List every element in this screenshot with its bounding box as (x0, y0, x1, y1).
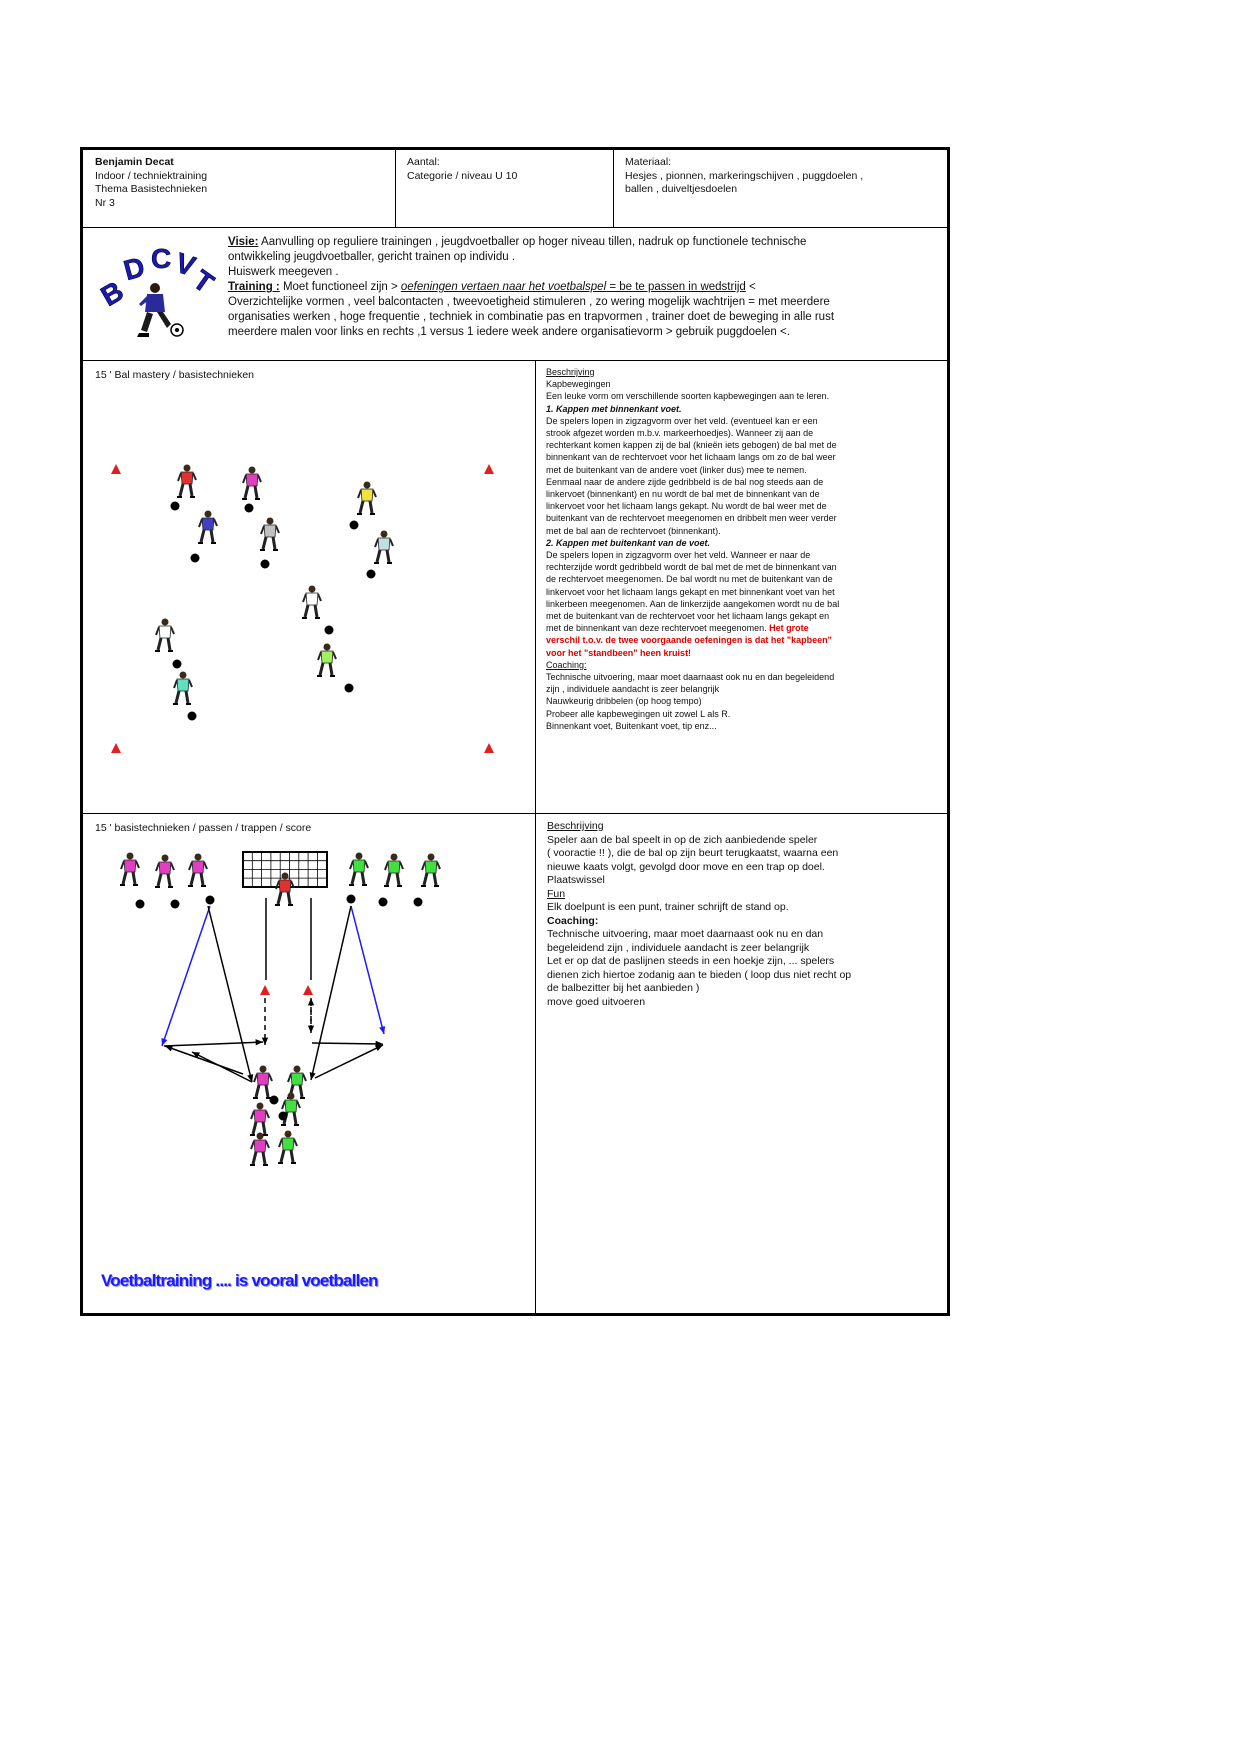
player-icon (317, 644, 336, 677)
training-line-4: meerdere malen voor links en rechts ,1 versus 1 iedere week andere organisatievorm > gebruik puggdoelen <. (228, 326, 790, 338)
exercise2-fun: Elk doelpunt is een punt, trainer schrijft de stand op. (547, 901, 789, 913)
text-line: de balbezitter bij het aanbieden ) (547, 982, 700, 994)
exercise1-p2-last (546, 622, 947, 634)
player-icon (357, 482, 376, 515)
player-icon (421, 854, 440, 887)
text-line: de rechtervoet meegenomen. De bal wordt nu met de buitenkant van de (546, 574, 833, 585)
arrow-head (161, 1038, 167, 1046)
exercise1-paragraph-2 (546, 549, 947, 622)
exercise1-red-line: verschil t.o.v. de twee voorgaande oefeningen is dat het "kapbeen" (546, 635, 832, 646)
exercise1-head2: 2. Kappen met buitenkant van de voet. (546, 537, 711, 548)
ball-icon (325, 626, 334, 635)
ball-icon (206, 896, 215, 905)
exercise1-title: 15 ' Bal mastery / basistechnieken (95, 369, 255, 381)
ball-icon (191, 554, 200, 563)
pass-arrow (192, 1052, 252, 1082)
text-line: linkerbeen meegenomen. Aan de linkerzijde aangekomen wordt nu de bal (546, 598, 840, 609)
ball-icon (188, 712, 197, 721)
text-line: met de buitenkant van de rechtervoet voor het lichaam langs gekapt en (546, 611, 830, 622)
text-line: linkervoet voor het lichaam langs gekapt. Nu wordt de bal weer met de (546, 501, 827, 512)
logo-player-icon (137, 283, 183, 337)
exercise1-p2-last-text: met de binnenkant van deze rechtervoet meegenomen. (546, 623, 767, 634)
visie-line-2: ontwikkeling jeugdvoetballer, gericht trainen op individu . (228, 251, 516, 263)
player-icon (155, 619, 174, 652)
slogan: Voetbaltraining .... is vooral voetballen (101, 1271, 378, 1290)
ball-icon (414, 898, 423, 907)
exercise1-text-cell (536, 361, 947, 814)
logo-letter-v: V (171, 246, 200, 283)
training-line-2: Overzichtelijke vormen , veel balcontacten , tweevoetigheid stimuleren , zo wering mogelijk wachtrijen = met meerdere (228, 296, 830, 308)
header-trainer-cell (83, 150, 396, 228)
pass-arrow (312, 1043, 383, 1044)
aantal-label: Aantal: (407, 156, 440, 168)
text-line: Speler aan de bal speelt in op de zich aanbiedende speler (547, 833, 818, 846)
player-icon (173, 672, 192, 705)
logo-letter-t: T (187, 263, 220, 300)
exercise1-diagram-cell (83, 361, 536, 814)
training-end: < (745, 281, 756, 293)
exercise2-title: 15 ' basistechnieken / passen / trappen / score (95, 822, 312, 834)
categorie-value: Categorie / niveau U 10 (407, 169, 518, 182)
trainer-name: Benjamin Decat (95, 156, 174, 168)
training-theme: Thema Basistechnieken (95, 183, 208, 195)
exercise2-fun-label: Fun (547, 887, 566, 900)
text-line: met de bal aan de rechtervoet (binnenkant). (546, 525, 721, 536)
training-line-3: organisaties werken , hoge frequentie , techniek in combinatie pas en trapvormen , trainer doet de beweging in alle rust (228, 311, 835, 323)
exercise2-text-cell (536, 814, 947, 1313)
training-label: Training : (228, 281, 280, 293)
cone-icon (303, 985, 313, 995)
text-line: begeleidend zijn , individuele aandacht is zeer belangrijk (547, 941, 810, 954)
text-line: Plaatswissel (547, 874, 605, 886)
cone-icon (111, 464, 121, 474)
training-subtitle: Indoor / techniektraining (95, 169, 208, 182)
materiaal-label: Materiaal: (625, 156, 672, 168)
text-line: buitenkant van de rechtervoet meegenomen en dribbelt men weer verder (546, 513, 837, 524)
materiaal-line-1: Hesjes , pionnen, markeringschijven , puggdoelen , (625, 169, 864, 182)
text-line: met de buitenkant van de andere voet (linker dus) mee te nemen. (546, 464, 807, 475)
text-line: linkervoet (binnenkant) en nu wordt de bal met de binnenkant van de (546, 489, 820, 500)
ball-icon (350, 521, 359, 530)
ball-icon (347, 895, 356, 904)
exercise1-head1: 1. Kappen met binnenkant voet. (546, 403, 682, 414)
text-line: De spelers lopen in zigzagvorm over het veld. (eventueel kan er een (546, 415, 818, 426)
player-icon (253, 1066, 272, 1099)
pass-arrow (315, 1045, 383, 1078)
exercise1-line: Een leuke vorm om verschillende soorten kapbewegingen aan te leren. (546, 391, 830, 402)
text-line: rechterzijde wordt gedribbeld wordt de bal met de met de binnenkant van (546, 562, 837, 573)
exercise2-coaching-list (547, 928, 947, 1009)
player-icon (198, 511, 217, 544)
ball-icon (261, 560, 270, 569)
exercise2-description (547, 834, 947, 888)
pass-arrow (164, 1042, 263, 1046)
player-icon (349, 853, 368, 886)
player-icon (250, 1103, 269, 1136)
training-sheet (80, 147, 950, 1316)
ball-icon (270, 1096, 279, 1105)
player-icon (260, 518, 279, 551)
training-emph: oefeningen vertaen naar het voetbalspel (400, 281, 607, 293)
text-line: Technische uitvoering, maar moet daarnaast ook nu en dan (547, 928, 824, 940)
ball-icon (279, 1112, 288, 1121)
text-line: ( vooractie !! ), die de bal op zijn beurt terugkaatst, waarna een (547, 847, 839, 859)
cone-icon (260, 985, 270, 995)
visie-label: Visie: (228, 236, 259, 248)
player-icon (155, 855, 174, 888)
ball-icon (173, 660, 182, 669)
text-line: linkervoet voor het lichaam langs gekapt en met binnenkant voet van het (546, 586, 835, 597)
exercise1-red-line: voor het "standbeen" heen kruist! (546, 647, 692, 658)
header-aantal-cell (396, 150, 614, 228)
training-pre: Moet functioneel zijn > (279, 281, 401, 293)
pass-arrow (208, 906, 252, 1082)
cone-icon (484, 743, 494, 753)
ball-icon (345, 684, 354, 693)
ball-icon (171, 502, 180, 511)
exercise1-diagram (83, 391, 535, 811)
arrow-head (256, 1039, 263, 1045)
pass-arrow (311, 906, 351, 1080)
exercise1-coaching-list (546, 671, 947, 732)
exercise2-coaching-label: Coaching: (547, 914, 599, 927)
text-line: Technische uitvoering, maar moet daarnaast ook nu en dan begeleidend (546, 672, 835, 683)
ball-icon (136, 900, 145, 909)
exercise2-diagram (83, 838, 535, 1268)
player-icon (242, 467, 261, 500)
text-line: De spelers lopen in zigzagvorm over het veld. Wanneer er naar de (546, 550, 811, 561)
materiaal-line-2: ballen , duiveltjesdoelen (625, 183, 738, 195)
text-line: binnenkant van de rechtervoet voor het lichaam langs om zo de bal weer (546, 452, 836, 463)
logo-letter-c: C (151, 243, 172, 274)
exercise2-diagram-cell (83, 814, 536, 1313)
pass-arrow (165, 1046, 243, 1074)
text-line: dienen zich hiertoe zodanig aan te bieden ( loop dus niet recht op (547, 968, 852, 981)
text-line: Eenmaal naar de andere zijde gedribbeld is de bal nog steeds aan de (546, 476, 824, 487)
player-icon (120, 853, 139, 886)
exercise1-line: Kapbewegingen (546, 379, 611, 390)
exercise2-desc-label: Beschrijving (547, 820, 604, 832)
training-number: Nr 3 (95, 196, 115, 209)
cone-icon (484, 464, 494, 474)
pass-arrow (162, 906, 210, 1046)
vision-text (228, 235, 943, 340)
text-line: zijn , individuele aandacht is zeer belangrijk (546, 684, 720, 695)
training-mid: = be te passen in wedstrijd (606, 281, 746, 293)
text-line: nieuwe kaats volgt, gevolgd door move en een trap op doel. (547, 860, 825, 873)
player-icon (302, 586, 321, 619)
ball-icon (379, 898, 388, 907)
text-line: rechterkant komen kappen zij de bal (knieën iets gebogen) de bal met de (546, 440, 837, 451)
player-icon (177, 465, 196, 498)
ball-icon (245, 504, 254, 513)
header-materiaal-cell (614, 150, 947, 228)
player-icon (278, 1131, 297, 1164)
player-icon (275, 873, 294, 906)
text-line: Nauwkeurig dribbelen (op hoog tempo) (546, 696, 702, 707)
text-line: Binnenkant voet, Buitenkant voet, tip enz... (546, 720, 717, 731)
pass-arrow (351, 906, 384, 1034)
player-icon (384, 854, 403, 887)
exercise1-red-start: Het grote (766, 623, 809, 634)
exercise1-coaching-label: Coaching: (546, 659, 587, 670)
club-logo (95, 238, 220, 350)
player-icon (374, 531, 393, 564)
text-line: Probeer alle kapbewegingen uit zowel L als R. (546, 708, 731, 719)
arrow-head (308, 998, 314, 1005)
ball-icon (367, 570, 376, 579)
logo-letter-d: D (120, 250, 148, 287)
logo-letter-b: B (95, 275, 129, 313)
text-line: Let er op dat de paslijnen steeds in een hoekje zijn, ... spelers (547, 955, 835, 967)
cone-icon (111, 743, 121, 753)
exercise1-desc-label: Beschrijving (546, 367, 595, 377)
exercise1-paragraph-1 (546, 415, 947, 537)
player-icon (188, 854, 207, 887)
ball-icon (171, 900, 180, 909)
player-icon (250, 1133, 269, 1166)
vision-row (83, 228, 947, 361)
visie-line-1: Aanvulling op reguliere trainingen , jeugdvoetballer op hoger niveau tillen, nadruk op functionele technische (258, 236, 807, 248)
visie-line-3: Huiswerk meegeven . (228, 266, 339, 278)
text-line: move goed uitvoeren (547, 995, 646, 1008)
text-line: strook afgezet worden m.b.v. markeerhoedjes). Wanneer zij aan de (546, 428, 814, 439)
